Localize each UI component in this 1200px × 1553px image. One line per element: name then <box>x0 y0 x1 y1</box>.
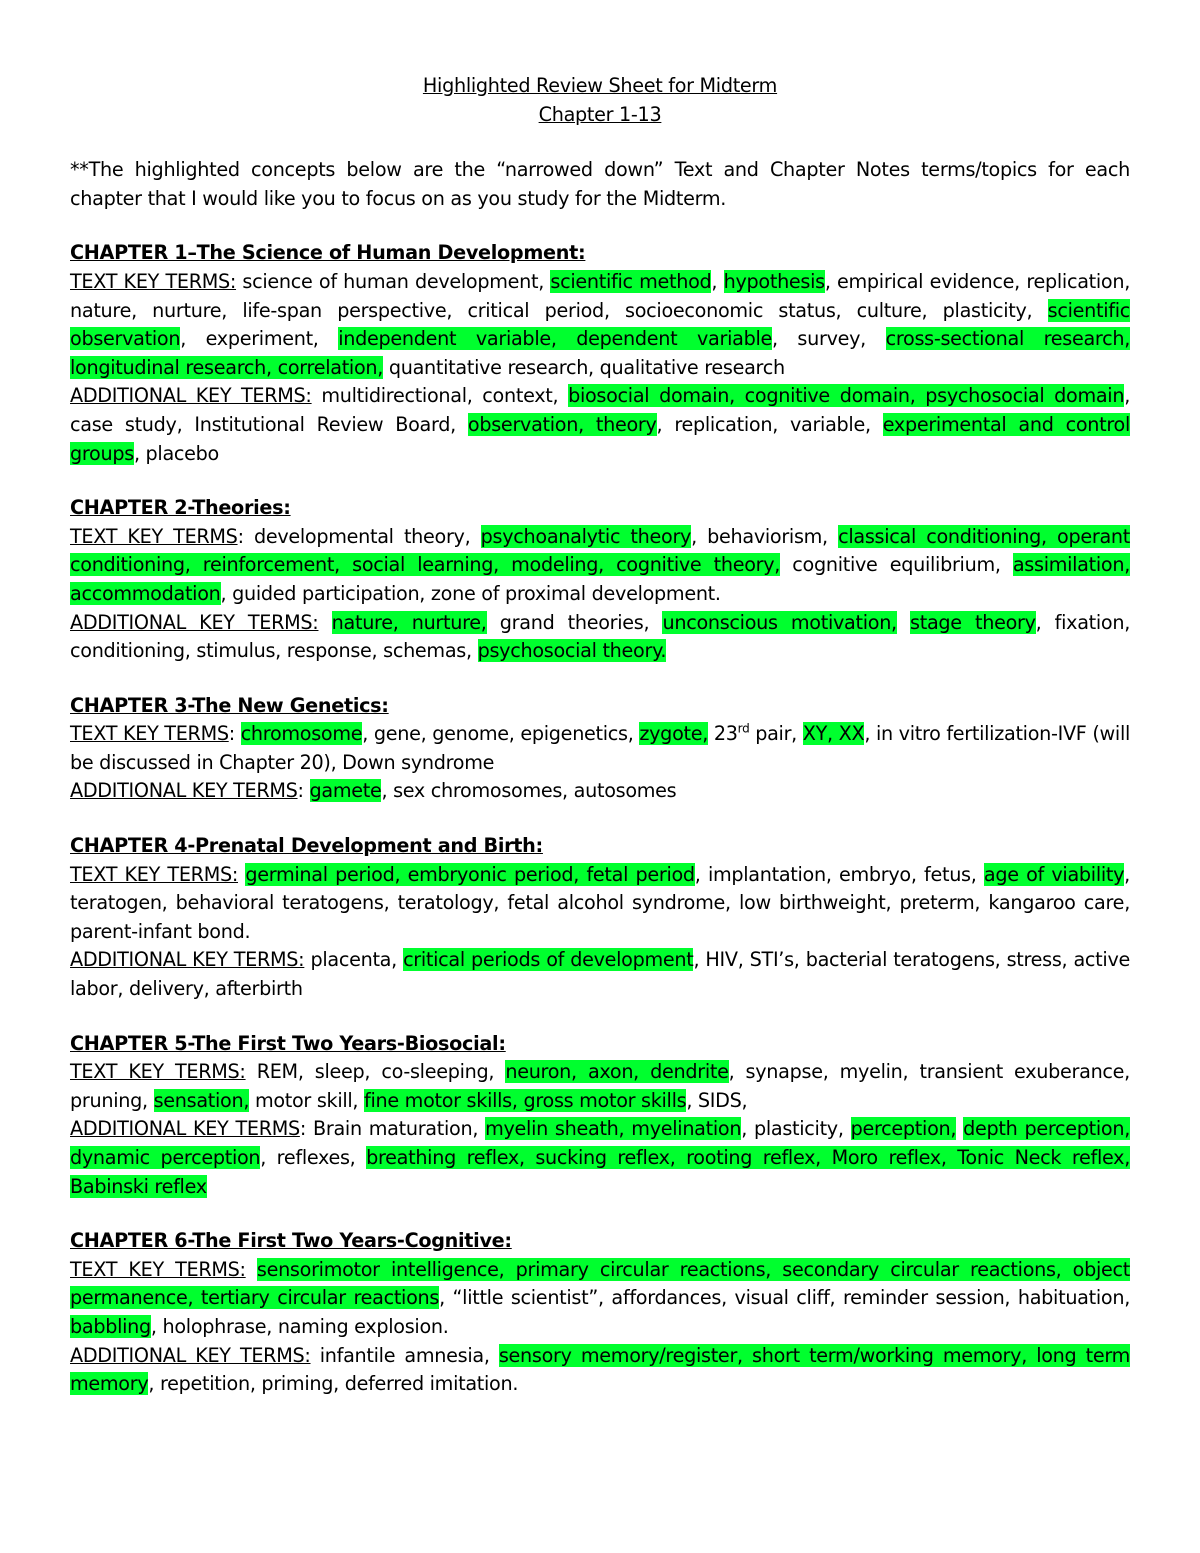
chapter-block <box>70 239 1130 468</box>
chapter-block <box>70 1030 1130 1202</box>
highlighted-term: age of viability <box>983 862 1125 886</box>
chapter-block <box>70 832 1130 1004</box>
section-label: TEXT KEY TERMS: <box>70 1060 246 1084</box>
chapter-heading: CHAPTER 4-Prenatal Development and Birth: <box>70 834 543 858</box>
highlighted-term: babbling <box>70 1314 151 1338</box>
highlighted-term: depth perception, dynamic perception <box>70 1117 1131 1169</box>
term-text: REM, sleep, co-sleeping, <box>245 1060 506 1084</box>
section-label: ADDITIONAL KEY TERMS <box>70 779 298 803</box>
highlighted-term: classical conditioning, operant conditioning, reinforcement, social learning, modeling, cognitive theory, <box>70 524 1130 577</box>
term-text: infantile amnesia, <box>310 1343 499 1367</box>
term-text: , survey, <box>772 327 886 351</box>
section-label: ADDITIONAL KEY TERMS: <box>70 610 319 634</box>
highlighted-term: sensorimotor intelligence, primary circular reactions, secondary circular reactions, object permanence, tertiary circular reactions <box>70 1257 1131 1310</box>
term-text: , placebo <box>133 441 219 465</box>
term-text: , case study, Institutional Review Board, <box>70 384 1130 436</box>
chapter-list <box>70 239 1130 1398</box>
term-text <box>897 611 910 634</box>
highlighted-term: observation, theory <box>467 412 657 436</box>
highlighted-term: neuron, axon, dendrite <box>505 1060 729 1084</box>
term-text: , holophrase, naming explosion. <box>150 1314 449 1338</box>
page-subtitle: Chapter 1-13 <box>538 102 662 126</box>
page-title: Highlighted Review Sheet for Midterm <box>422 74 778 97</box>
key-terms-section <box>70 861 1130 947</box>
key-terms-section <box>70 1115 1130 1201</box>
key-terms-section <box>70 946 1130 1003</box>
term-text: motor skill, <box>249 1088 365 1112</box>
term-text: pair, <box>749 722 803 746</box>
highlighted-term: biosocial domain, cognitive domain, psychosocial domain <box>568 384 1125 408</box>
term-text <box>318 611 331 634</box>
highlighted-term: zygote, <box>639 722 709 746</box>
key-terms-section <box>70 268 1130 382</box>
chapter-block <box>70 1227 1130 1399</box>
term-text: , plasticity, <box>741 1117 851 1141</box>
term-text: , in vitro fertilization-IVF (will be discussed in Chapter 20), Down syndrome <box>70 722 1131 774</box>
key-terms-section <box>70 1342 1130 1399</box>
section-label: TEXT KEY TERMS: <box>70 1257 246 1281</box>
highlighted-term: experimental and control groups <box>70 412 1130 465</box>
highlighted-term: fine motor skills, gross motor skills <box>364 1088 687 1112</box>
highlighted-term: unconscious motivation, <box>662 610 897 634</box>
term-text: , HIV, STI’s, bacterial teratogens, stress, active labor, delivery, afterbirth <box>70 948 1130 1001</box>
highlighted-term: critical periods of development <box>403 948 694 972</box>
chapter-block <box>70 692 1130 806</box>
term-text: science of human development, <box>236 269 551 293</box>
chapter-heading: CHAPTER 1–The Science of Human Development: <box>70 241 586 265</box>
highlighted-term: hypothesis <box>723 269 825 293</box>
highlighted-term: breathing reflex, sucking reflex, rooting reflex, Moro reflex, Tonic Neck reflex, Babinski reflex <box>70 1146 1131 1198</box>
term-text: , behaviorism, <box>691 524 839 548</box>
section-label: ADDITIONAL KEY TERMS: <box>70 948 305 972</box>
term-text: , gene, genome, epigenetics, <box>362 722 640 746</box>
highlighted-term: perception, <box>850 1117 957 1141</box>
highlighted-term: germinal period, embryonic period, fetal period <box>245 862 695 886</box>
term-text: , fixation, conditioning, stimulus, response, schemas, <box>70 610 1131 663</box>
term-text: : Brain maturation, <box>299 1117 486 1141</box>
highlighted-term: assimilation, accommodation <box>70 553 1130 605</box>
highlighted-term: gamete <box>309 779 382 803</box>
highlighted-term: psychoanalytic theory <box>480 524 692 548</box>
highlighted-term: stage theory <box>910 610 1036 634</box>
key-terms-section <box>70 382 1130 468</box>
key-terms-section <box>70 720 1130 777</box>
term-text: cognitive equilibrium, <box>780 553 1013 577</box>
term-text: : developmental theory, <box>237 524 481 548</box>
highlighted-term: psychosocial theory. <box>477 639 667 663</box>
key-terms-section <box>70 1256 1130 1342</box>
section-label: ADDITIONAL KEY TERMS: <box>70 1343 311 1367</box>
term-text: placenta, <box>304 948 404 972</box>
term-text <box>246 1258 257 1281</box>
term-text: , repetition, priming, deferred imitation. <box>148 1372 519 1396</box>
term-text: , empirical evidence, replication, nature, nurture, life-span perspective, critical period, socioeconomic status, culture, plasticity, <box>70 269 1131 322</box>
highlighted-term: sensory memory/register, short term/working memory, long term memory <box>70 1343 1131 1396</box>
chapter-heading: CHAPTER 5-The First Two Years-Biosocial: <box>70 1031 506 1055</box>
section-label: TEXT KEY TERMS <box>70 524 238 548</box>
key-terms-section <box>70 523 1130 609</box>
highlighted-term: cross-sectional research, longitudinal research, correlation, <box>70 327 1131 379</box>
section-label: TEXT KEY TERMS <box>70 722 229 746</box>
section-label: ADDITIONAL KEY TERMS: <box>70 384 312 408</box>
term-text: , reflexes, <box>260 1146 367 1169</box>
section-label: TEXT KEY TERMS: <box>70 862 238 886</box>
term-text: quantitative research, qualitative research <box>383 355 785 379</box>
term-text: , sex chromosomes, autosomes <box>381 779 677 803</box>
term-text: , implantation, embryo, fetus, <box>694 862 984 886</box>
term-text: , replication, variable, <box>656 412 883 436</box>
term-text: , guided participation, zone of proximal development. <box>220 581 721 605</box>
chapter-heading: CHAPTER 6-The First Two Years-Cognitive: <box>70 1229 512 1253</box>
term-text: , synapse, myelin, transient exuberance, pruning, <box>70 1060 1130 1112</box>
highlighted-term: scientific observation <box>70 298 1130 351</box>
highlighted-term: myelin sheath, myelination <box>485 1117 742 1141</box>
chapter-heading: CHAPTER 2-Theories: <box>70 496 291 520</box>
term-text: : <box>297 779 310 803</box>
key-terms-section <box>70 1058 1130 1115</box>
highlighted-term: scientific method <box>550 269 712 293</box>
highlighted-term: chromosome <box>240 722 363 746</box>
term-text: , SIDS, <box>686 1088 748 1112</box>
intro-paragraph: **The highlighted concepts below are the “narrowed down” Text and Chapter Notes terms/topics for each chapter that I would like you to focus on as you study for the Midterm. <box>70 158 1130 210</box>
term-text: , <box>711 269 724 293</box>
highlighted-term: XY, XX <box>802 722 865 746</box>
highlighted-term: sensation, <box>153 1088 250 1112</box>
highlighted-term: independent variable, dependent variable <box>338 327 772 351</box>
term-text: , “little scientist”, affordances, visual cliff, reminder session, habituation, <box>439 1286 1130 1310</box>
term-text: grand theories, <box>486 610 663 634</box>
chapter-heading: CHAPTER 3-The New Genetics: <box>70 693 389 717</box>
review-sheet <box>70 72 1130 1399</box>
highlighted-term: nature, nurture, <box>331 610 487 634</box>
key-terms-section <box>70 609 1130 666</box>
term-text: : <box>228 722 241 746</box>
section-label: ADDITIONAL KEY TERMS <box>70 1117 300 1141</box>
superscript-text: rd <box>737 721 750 736</box>
chapter-block <box>70 494 1130 666</box>
key-terms-section <box>70 777 1130 806</box>
term-text: 23 <box>708 722 738 746</box>
term-text: , teratogen, behavioral teratogens, teratology, fetal alcohol syndrome, low birthweight, preterm, kangaroo care, parent-infant bond. <box>70 862 1130 943</box>
term-text: multidirectional, context, <box>311 384 569 408</box>
section-label: TEXT KEY TERMS: <box>70 269 237 293</box>
term-text: , experiment, <box>180 327 339 351</box>
